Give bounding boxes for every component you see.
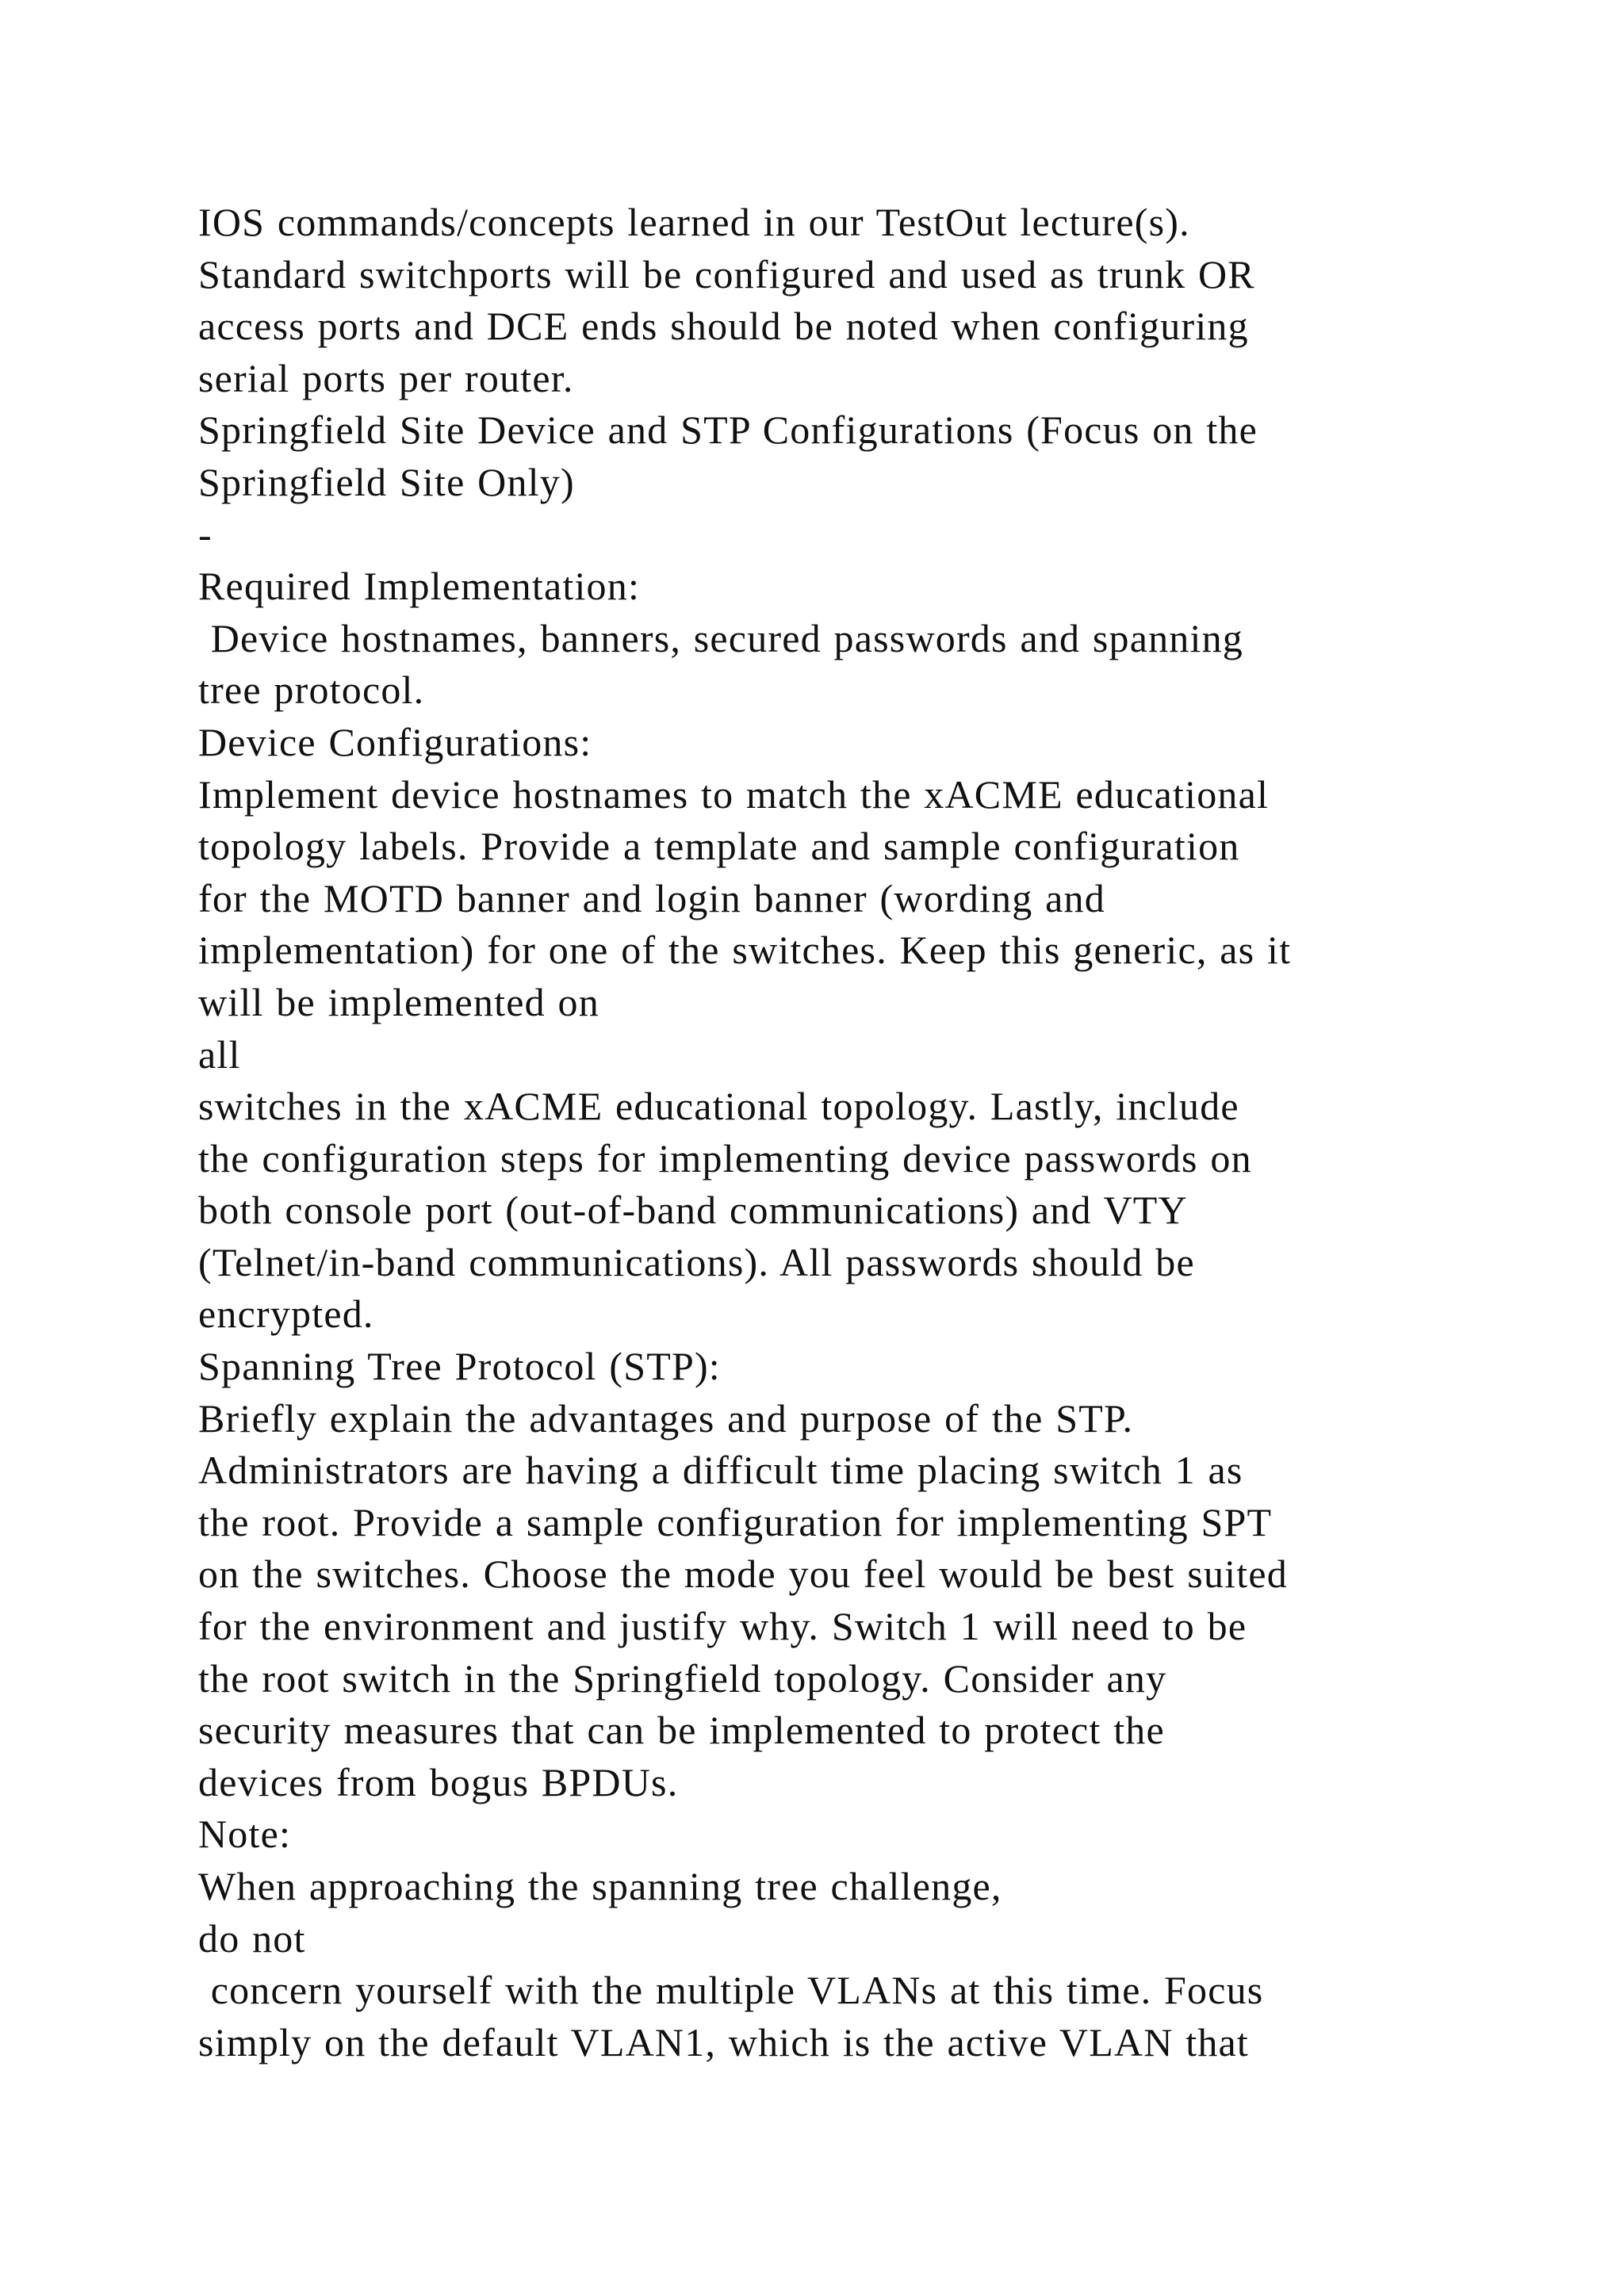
text-line: Briefly explain the advantages and purpose of the STP. (198, 1395, 1134, 1441)
subheading: Spanning Tree Protocol (STP): (198, 1344, 721, 1389)
text-line: IOS commands/concepts learned in our TestOut lecture(s). (198, 200, 1190, 244)
text-line: When approaching the spanning tree challenge, (198, 1864, 1002, 1908)
text-line: encrypted. (198, 1292, 374, 1337)
separator-dash: - (198, 511, 213, 557)
subheading: Required Implementation: (198, 564, 641, 609)
emphasis-text: all (198, 1031, 241, 1077)
text-line: devices from bogus BPDUs. (198, 1759, 679, 1804)
text-line: concern yourself with the multiple VLANs at this time. Focus (198, 1968, 1264, 2013)
section-heading: Springfield Site Only) (198, 459, 575, 504)
text-line: (Telnet/in-band communications). All passwords should be (198, 1239, 1195, 1284)
emphasis-text: do not (198, 1915, 306, 1961)
text-line: access ports and DCE ends should be noted when configuring (198, 304, 1249, 349)
text-line: both console port (out-of-band communications) and VTY (198, 1188, 1188, 1233)
text-line: switches in the xACME educational topology. Lastly, include (198, 1084, 1239, 1129)
text-line: security measures that can be implemented to protect the (198, 1708, 1165, 1753)
text-line: Standard switchports will be configured and used as trunk OR (198, 251, 1255, 297)
text-line: the root. Provide a sample configuration for implementing SPT (198, 1499, 1273, 1544)
text-line: for the environment and justify why. Switch 1 will need to be (198, 1604, 1247, 1649)
section-heading: Springfield Site Device and STP Configurations (Focus on the (198, 408, 1258, 453)
text-line: the configuration steps for implementing device passwords on (198, 1135, 1252, 1181)
text-line: Implement device hostnames to match the xACME educational (198, 771, 1270, 817)
document-body (198, 197, 1546, 2068)
subheading: Device Configurations: (198, 719, 592, 764)
text-line: serial ports per router. (198, 355, 574, 400)
text-line: Administrators are having a difficult time placing switch 1 as (198, 1448, 1243, 1493)
text-line: simply on the default VLAN1, which is the active VLAN that (198, 2019, 1250, 2064)
text-line: the root switch in the Springfield topology. Consider any (198, 1655, 1167, 1701)
subheading: Note: (198, 1812, 292, 1857)
text-line: Device hostnames, banners, secured passwords and spanning (198, 615, 1243, 660)
text-line: on the switches. Choose the mode you feel would be best suited (198, 1552, 1288, 1597)
text-line: topology labels. Provide a template and sample configuration (198, 824, 1240, 869)
text-line: will be implemented on (198, 979, 599, 1024)
text-line: for the MOTD banner and login banner (wording and (198, 875, 1105, 920)
text-line: tree protocol. (198, 668, 425, 713)
text-line: implementation) for one of the switches. Keep this generic, as it (198, 928, 1292, 973)
